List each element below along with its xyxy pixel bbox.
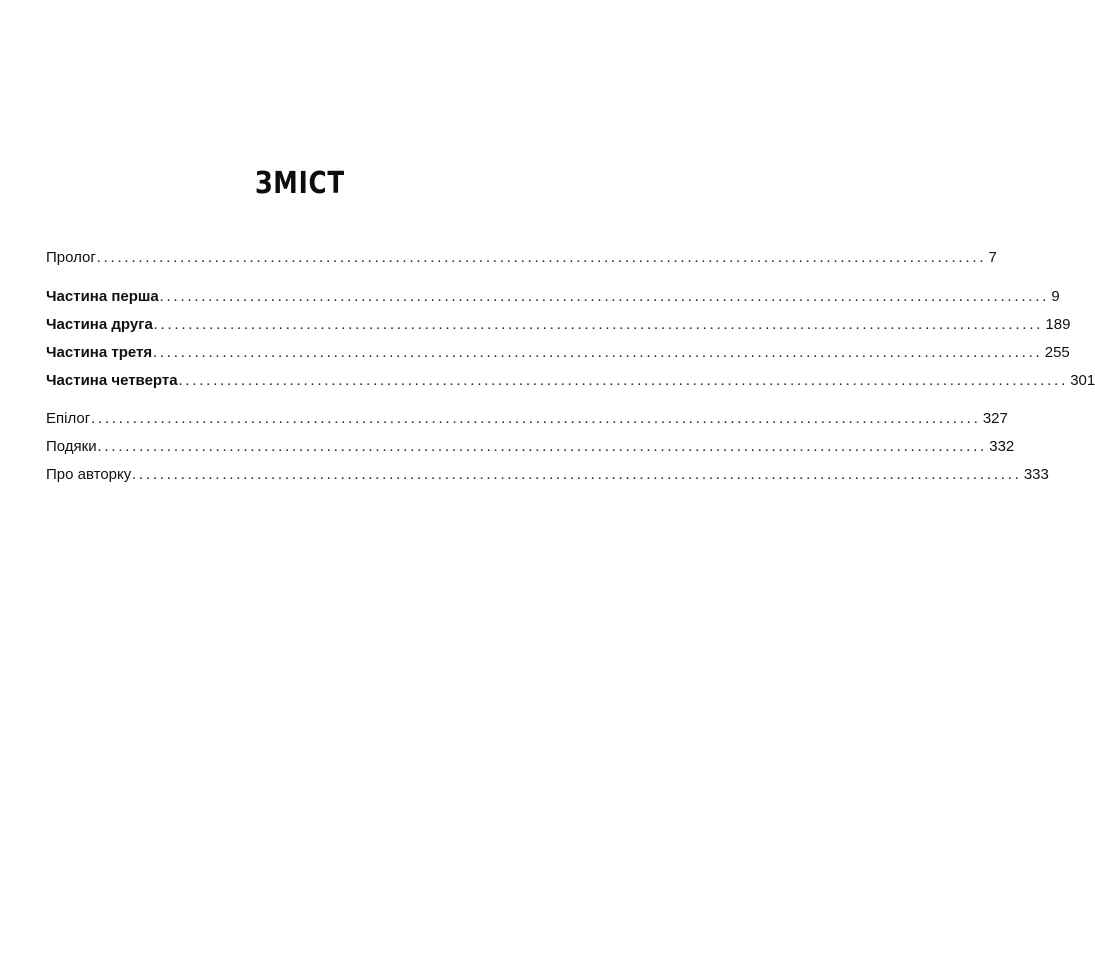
toc-page-number: 189 bbox=[1045, 316, 1071, 333]
toc-entry-label: Частина четверта bbox=[46, 372, 178, 389]
dot-leader: ................................................................................................................................ bbox=[178, 373, 1069, 389]
toc-entry-part-one bbox=[46, 287, 1060, 307]
dot-leader: ................................................................................................................................ bbox=[91, 411, 981, 427]
toc-page-number: 333 bbox=[1023, 466, 1049, 483]
toc-page-number: 327 bbox=[982, 410, 1008, 427]
toc-page-number: 332 bbox=[989, 438, 1015, 455]
toc-page-number: 255 bbox=[1044, 344, 1070, 361]
toc-page-number: 7 bbox=[988, 249, 997, 266]
dot-leader: ................................................................................................................................ bbox=[132, 467, 1022, 483]
page-title: ЗМІСТ bbox=[254, 166, 346, 201]
dot-leader: ................................................................................................................................ bbox=[153, 345, 1043, 361]
toc-entry-part-three bbox=[46, 343, 1070, 363]
toc-entry-part-two bbox=[46, 315, 1071, 335]
toc-entry-label: Частина третя bbox=[46, 344, 153, 361]
toc-entry-epilogue bbox=[46, 409, 1008, 429]
toc-entry-label: Про авторку bbox=[46, 466, 132, 483]
toc-page-number: 9 bbox=[1051, 288, 1060, 305]
toc-entry-label: Пролог bbox=[46, 249, 96, 266]
toc-page-number: 301 bbox=[1070, 372, 1095, 389]
dot-leader: ................................................................................................................................ bbox=[159, 289, 1050, 305]
toc-entry-label: Частина друга bbox=[46, 316, 153, 333]
toc-entry-about-author bbox=[46, 465, 1049, 485]
toc-entry-label: Епілог bbox=[46, 410, 91, 427]
toc-entry-label: Подяки bbox=[46, 438, 97, 455]
table-of-contents bbox=[46, 248, 1095, 485]
toc-entry-acknowledgements bbox=[46, 437, 1015, 457]
toc-entry-prologue bbox=[46, 248, 997, 268]
toc-entry-label: Частина перша bbox=[46, 288, 159, 305]
dot-leader: ................................................................................................................................ bbox=[97, 439, 988, 455]
toc-entry-part-four bbox=[46, 371, 1095, 391]
dot-leader: ................................................................................................................................ bbox=[153, 317, 1044, 333]
dot-leader: ................................................................................................................................ bbox=[96, 250, 987, 266]
